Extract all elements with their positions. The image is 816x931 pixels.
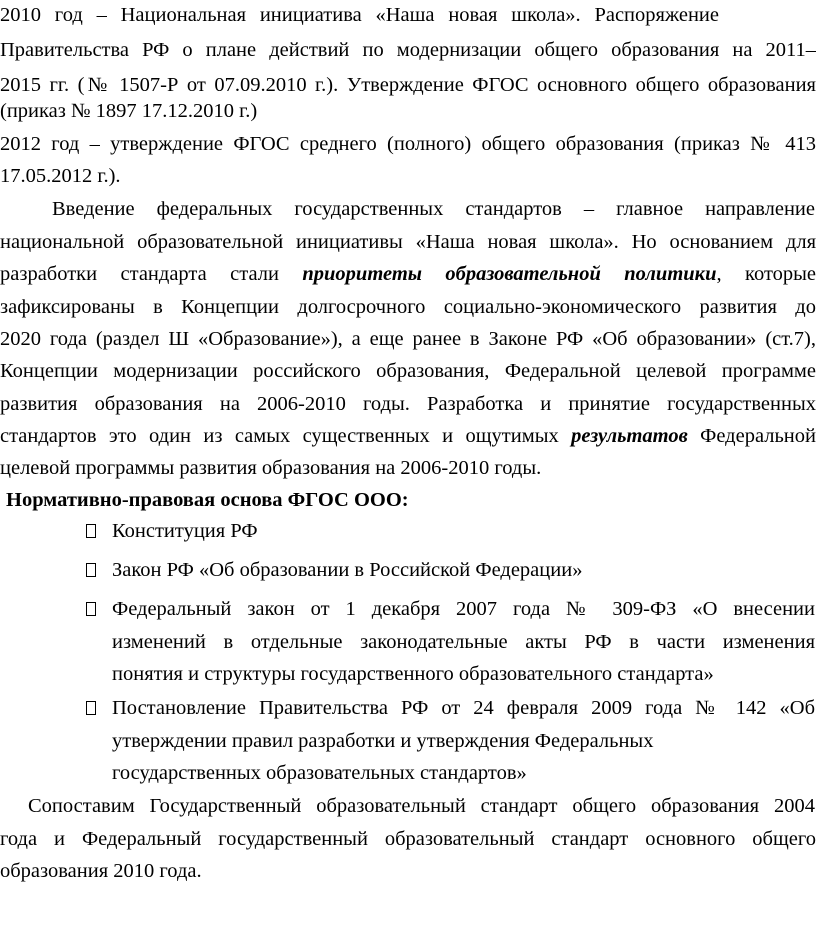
list-item-3-line-3: понятия и структуры государственного образовательного стандарта»	[112, 663, 714, 685]
bullet-icon	[86, 524, 96, 538]
list-item-4-line-3: государственных образовательных стандартов»	[112, 762, 527, 784]
list-item-3-line-2: изменений в отдельные законодательные акты РФ в части изменения	[112, 631, 815, 653]
paragraph-3-line-9: целевой программы развития образования на 2006-2010 годы.	[0, 457, 542, 479]
paragraph-4-line-1: Сопоставим Государственный образовательный стандарт общего образования 2004	[28, 795, 815, 817]
section-heading: Нормативно-правовая основа ФГОС ООО:	[6, 489, 409, 511]
paragraph-2-line-2: 17.05.2012 г.).	[0, 165, 121, 187]
paragraph-3-line-1: Введение федеральных государственных стандартов – главное направление	[52, 198, 815, 220]
bullet-icon	[86, 701, 96, 715]
paragraph-3-line-3-text-a: разработки стандарта стали	[0, 263, 303, 285]
paragraph-3-line-8-text-a: стандартов это один из самых существенных и ощутимых	[0, 425, 572, 447]
list-item-2: Закон РФ «Об образовании в Российской Федерации»	[112, 559, 583, 581]
paragraph-1-line-2: Правительства РФ о плане действий по модернизации общего образования на 2011–	[0, 39, 816, 61]
paragraph-3-line-3	[0, 259, 816, 289]
bullet-icon	[86, 602, 96, 616]
paragraph-3-line-8	[0, 421, 816, 451]
paragraph-2-line-1: 2012 год – утверждение ФГОС среднего (полного) общего образования (приказ № 413	[0, 133, 816, 155]
paragraph-3-line-3-text-b: , которые	[716, 263, 816, 285]
emphasis-priorities: приоритеты образовательной политики	[302, 263, 717, 285]
paragraph-4-line-3: образования 2010 года.	[0, 860, 202, 882]
paragraph-3-line-8-text-b: Федеральной	[687, 425, 816, 447]
list-item-1: Конституция РФ	[112, 520, 258, 542]
paragraph-4-line-2: года и Федеральный государственный образовательный стандарт основного общего	[0, 828, 816, 850]
paragraph-3-line-7: развития образования на 2006-2010 годы. Разработка и принятие государственных	[0, 393, 816, 415]
paragraph-1-line-1: 2010 год – Национальная инициатива «Наша новая школа». Распоряжение	[0, 4, 719, 26]
list-item-3-line-1: Федеральный закон от 1 декабря 2007 года № 309-ФЗ «О внесении	[112, 598, 815, 620]
paragraph-3-line-4: зафиксированы в Концепции долгосрочного социально-экономического развития до	[0, 296, 816, 318]
paragraph-3-line-5: 2020 года (раздел Ш «Образование»), а еще ранее в Законе РФ «Об образовании» (ст.7),	[0, 328, 816, 350]
paragraph-1-line-3: 2015 гг. (№ 1507-Р от 07.09.2010 г.). Утверждение ФГОС основного общего образования	[0, 74, 816, 96]
list-item-4-line-2: утверждении правил разработки и утверждения Федеральных	[112, 730, 654, 752]
paragraph-3-line-2: национальной образовательной инициативы «Наша новая школа». Но основанием для	[0, 231, 816, 253]
paragraph-3-line-6: Концепции модернизации российского образования, Федеральной целевой программе	[0, 360, 816, 382]
paragraph-1-line-4: (приказ № 1897 17.12.2010 г.)	[0, 100, 258, 122]
bullet-icon	[86, 563, 96, 577]
emphasis-results: результатов	[571, 425, 688, 447]
list-item-4-line-1: Постановление Правительства РФ от 24 февраля 2009 года № 142 «Об	[112, 697, 815, 719]
